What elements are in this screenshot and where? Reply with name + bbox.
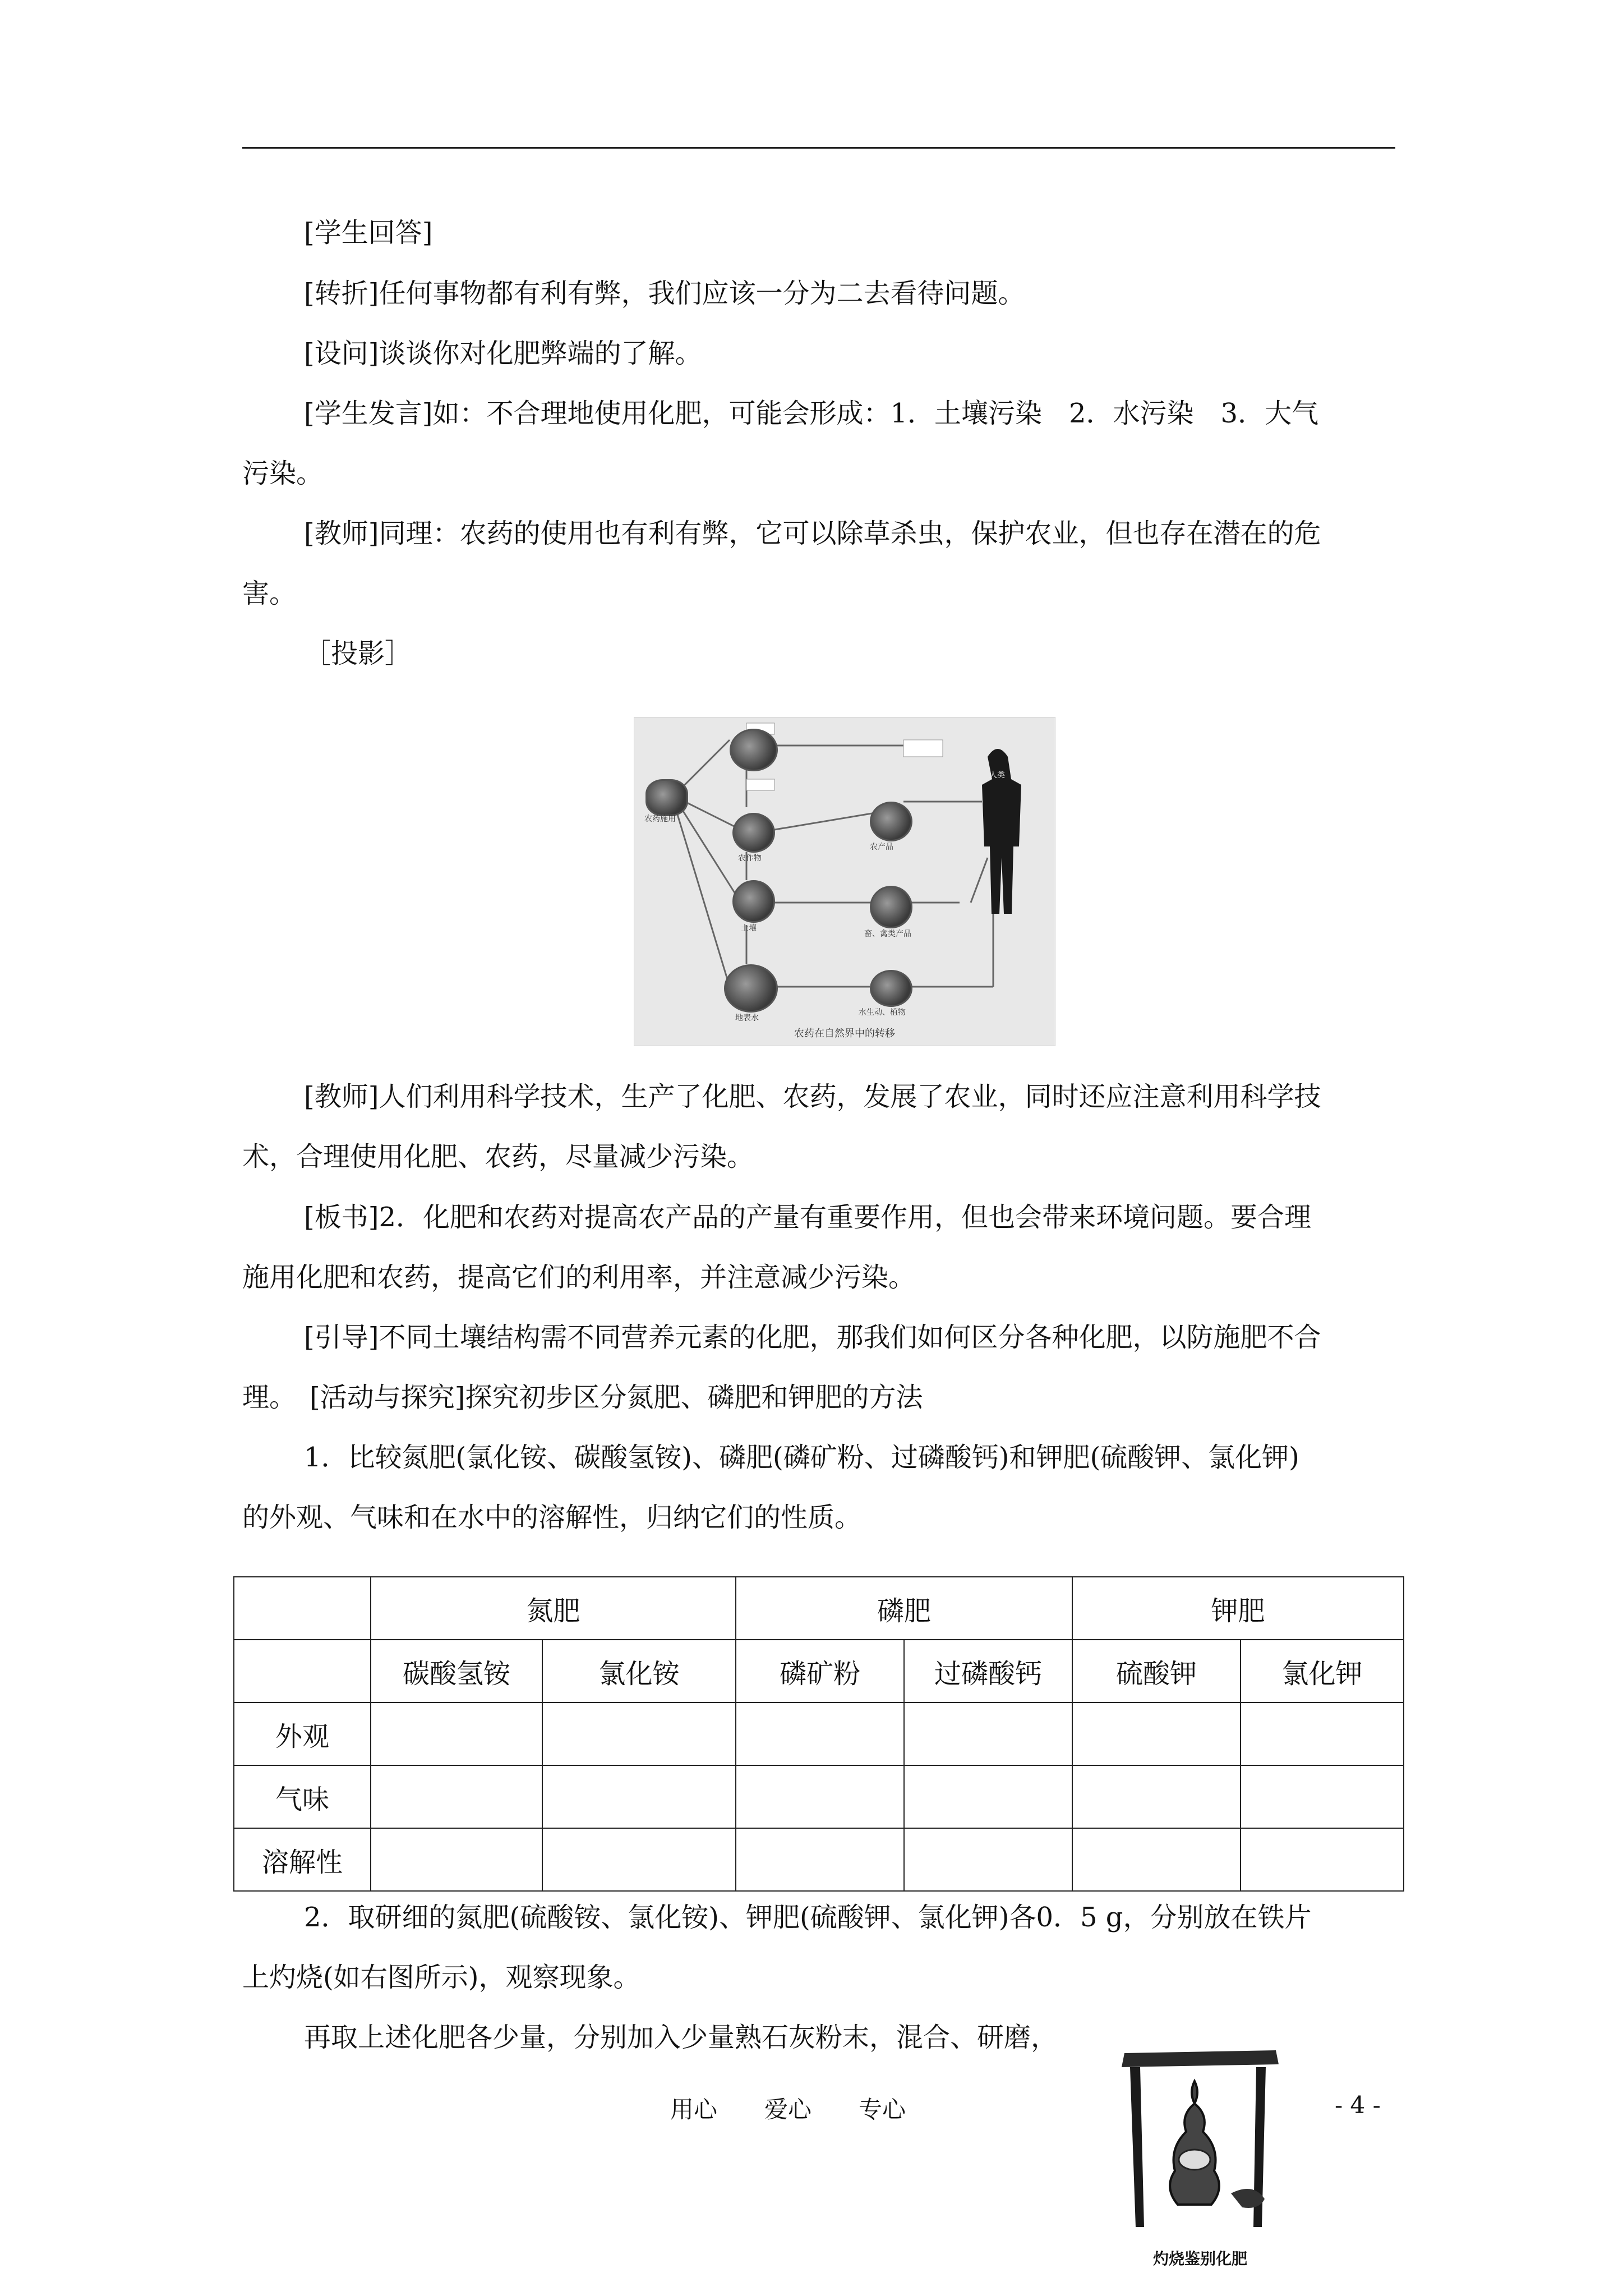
- diagram-label-crop: 农作物: [738, 854, 762, 863]
- table-cell: [1241, 1765, 1404, 1828]
- paragraph-step-2-cont: 上灼烧(如右图所示)，观察现象。: [242, 1962, 640, 1993]
- table-row-items: [234, 1640, 1404, 1703]
- paragraph-step-1-cont: 的外观、气味和在水中的溶解性，归纳它们的性质。: [242, 1502, 862, 1533]
- table-cell: [904, 1765, 1072, 1828]
- table-header-item: 磷矿粉: [736, 1640, 904, 1703]
- table-cell: [542, 1828, 736, 1891]
- diagram-node-pesticide: [645, 779, 688, 816]
- table-header-item: 氯化铵: [542, 1640, 736, 1703]
- burner-illustration: [1113, 2042, 1287, 2238]
- page-number: - 4 -: [1335, 2091, 1381, 2119]
- table-header-potassium: 钾肥: [1072, 1577, 1404, 1640]
- table-row-groups: [234, 1577, 1404, 1640]
- table-cell: [371, 1765, 542, 1828]
- table-cell: [542, 1703, 736, 1765]
- header-rule: [242, 147, 1395, 149]
- paragraph-step-3: 再取上述化肥各少量，分别加入少量熟石灰粉末，混合、研磨，: [304, 2022, 1058, 2053]
- diagram-node-crop: [732, 813, 775, 853]
- table-cell: [1241, 1828, 1404, 1891]
- table-cell: [1241, 1703, 1404, 1765]
- diagram-label-farm-product: 农产品: [870, 843, 893, 852]
- fertilizer-comparison-table: [233, 1576, 1404, 1892]
- paragraph-guide: [引导]不同土壤结构需不同营养元素的化肥，那我们如何区分各种化肥，以防施肥不合: [304, 1322, 1321, 1353]
- paragraph-teacher-pesticide: [教师]同理：农药的使用也有利有弊，它可以除草杀虫，保护农业，但也存在潜在的危: [304, 518, 1321, 549]
- diagram-node-soil: [732, 880, 775, 923]
- diagram-caption: 农药在自然界中的转移: [794, 1028, 895, 1039]
- paragraph-teacher-technology-cont: 术，合理使用化肥、农药，尽量减少污染。: [242, 1141, 754, 1172]
- table-row: [234, 1703, 1404, 1765]
- diagram-label-aquatic: 水生动、植物: [859, 1008, 906, 1017]
- paragraph-board-note-cont: 施用化肥和农药，提高它们的利用率，并注意减少污染。: [242, 1262, 916, 1293]
- table-cell-empty: [234, 1640, 371, 1703]
- table-header-nitrogen: 氮肥: [371, 1577, 736, 1640]
- paragraph-step-1: 1．比较氮肥(氯化铵、碳酸氢铵)、磷肥(磷矿粉、过磷酸钙)和钾肥(硫酸钾、氯化钾): [304, 1442, 1299, 1473]
- table-header-item: 碳酸氢铵: [371, 1640, 542, 1703]
- table-row: [234, 1828, 1404, 1891]
- table-cell: [1072, 1765, 1241, 1828]
- footer-motto: 用心 爱心 专心: [670, 2096, 906, 2123]
- table-header-item: 过磷酸钙: [904, 1640, 1072, 1703]
- paragraph-board-note: [板书]2．化肥和农药对提高农产品的产量有重要作用，但也会带来环境问题。要合理: [304, 1202, 1311, 1233]
- paragraph-transition: [转折]任何事物都有利有弊，我们应该一分为二去看待问题。: [304, 278, 1025, 309]
- diagram-node-aquatic: [870, 970, 912, 1007]
- pesticide-transfer-diagram: [634, 717, 1055, 1046]
- diagram-label-livestock: 畜、禽类产品: [864, 930, 911, 938]
- paragraph-step-2: 2．取研细的氮肥(硫酸铵、氯化铵)、钾肥(硫酸钾、氯化钾)各0．5 g，分别放在铁片: [304, 1902, 1312, 1933]
- paragraph-guide-cont: 理。 [活动与探究]探究初步区分氮肥、磷肥和钾肥的方法: [242, 1382, 923, 1413]
- paragraph-teacher-pesticide-cont: 害。: [242, 578, 297, 609]
- diagram-label-surface-water: 地表水: [735, 1014, 759, 1023]
- diagram-node-surface-water: [724, 964, 778, 1013]
- table-cell: [904, 1703, 1072, 1765]
- table-row-label: 外观: [234, 1703, 371, 1765]
- table-cell: [542, 1765, 736, 1828]
- diagram-label-pesticide: 农药施用: [644, 815, 676, 823]
- table-cell: [736, 1765, 904, 1828]
- paragraph-student-answer: [学生回答]: [304, 217, 433, 249]
- table-cell: [904, 1828, 1072, 1891]
- paragraph-projection: ［投影］: [304, 638, 412, 669]
- diagram-node-crop-top: [730, 729, 778, 771]
- diagram-label-soil: 土壤: [741, 924, 757, 933]
- table-cell: [736, 1828, 904, 1891]
- diagram-node-farm-product: [870, 802, 912, 841]
- table-row-label: 溶解性: [234, 1828, 371, 1891]
- diagram-node-livestock: [870, 886, 912, 928]
- diagram-label-human: 人类: [989, 771, 1005, 780]
- paragraph-question: [设问]谈谈你对化肥弊端的了解。: [304, 338, 702, 369]
- table-cell: [736, 1703, 904, 1765]
- table-header-item: 氯化钾: [1241, 1640, 1404, 1703]
- table-cell-empty: [234, 1577, 371, 1640]
- diagram-arrows: [634, 717, 1055, 1046]
- table-cell: [371, 1828, 542, 1891]
- table-row: [234, 1765, 1404, 1828]
- burner-caption: 灼烧鉴别化肥: [1152, 2249, 1247, 2268]
- table-cell: [1072, 1828, 1241, 1891]
- table-cell: [371, 1703, 542, 1765]
- table-header-phosphorus: 磷肥: [736, 1577, 1072, 1640]
- table-row-label: 气味: [234, 1765, 371, 1828]
- paragraph-teacher-technology: [教师]人们利用科学技术，生产了化肥、农药，发展了农业，同时还应注意利用科学技: [304, 1081, 1321, 1112]
- table-header-item: 硫酸钾: [1072, 1640, 1241, 1703]
- paragraph-student-speech: [学生发言]如：不合理地使用化肥，可能会形成：1．土壤污染 2．水污染 3．大气: [304, 398, 1319, 429]
- table-cell: [1072, 1703, 1241, 1765]
- paragraph-student-speech-cont: 污染。: [242, 458, 324, 489]
- burner-drawing: [1113, 2042, 1287, 2238]
